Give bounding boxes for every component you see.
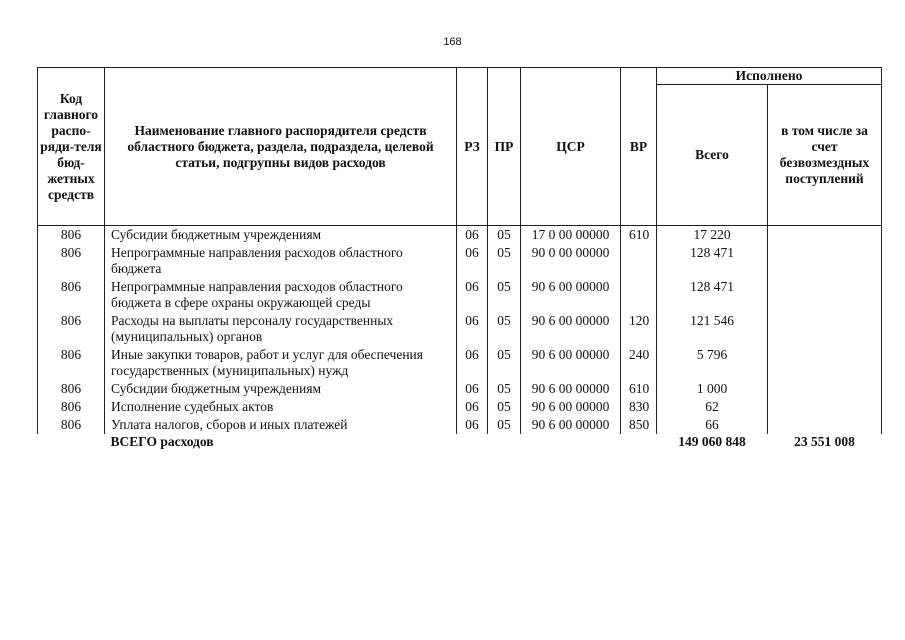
cell-rz: 06 (457, 278, 488, 312)
cell-name: Непрограммные направления расходов областного бюджета (105, 244, 457, 278)
cell-pr: 05 (488, 398, 521, 416)
total-row (38, 434, 882, 450)
cell-vsego: 128 471 (657, 278, 768, 312)
cell-name: Непрограммные направления расходов областного бюджета в сфере охраны окружающей среды (105, 278, 457, 312)
cell-vsego: 1 000 (657, 380, 768, 398)
header-vr: ВР (621, 68, 657, 226)
cell-bezvozmezd (768, 416, 882, 434)
table-row (38, 278, 882, 312)
cell-name: Уплата налогов, сборов и иных платежей (105, 416, 457, 434)
cell-vr: 610 (621, 226, 657, 245)
cell-name: Субсидии бюджетным учреждениям (105, 226, 457, 245)
cell-pr: 05 (488, 226, 521, 245)
cell-name: Иные закупки товаров, работ и услуг для обеспечения государственных (муниципальных) нужд (105, 346, 457, 380)
total-label: ВСЕГО расходов (110, 434, 214, 449)
header-vsego: Всего (657, 85, 768, 226)
cell-bezvozmezd (768, 398, 882, 416)
cell-csr: 90 6 00 00000 (521, 416, 621, 434)
cell-vsego: 121 546 (657, 312, 768, 346)
total-csr-empty (521, 434, 621, 450)
cell-kod: 806 (38, 226, 105, 245)
cell-vr: 240 (621, 346, 657, 380)
table-header (38, 68, 882, 226)
total-pr-empty (488, 434, 521, 450)
table-row (38, 346, 882, 380)
cell-csr: 90 0 00 00000 (521, 244, 621, 278)
table-row (38, 244, 882, 278)
cell-vsego: 5 796 (657, 346, 768, 380)
cell-vr (621, 278, 657, 312)
header-pr: ПР (488, 68, 521, 226)
cell-bezvozmezd (768, 226, 882, 245)
cell-bezvozmezd (768, 380, 882, 398)
cell-name: Исполнение судебных актов (105, 398, 457, 416)
cell-rz: 06 (457, 244, 488, 278)
budget-table (37, 67, 882, 450)
total-vr-empty (621, 434, 657, 450)
cell-vsego: 17 220 (657, 226, 768, 245)
cell-rz: 06 (457, 312, 488, 346)
cell-pr: 05 (488, 346, 521, 380)
table-row (38, 380, 882, 398)
cell-rz: 06 (457, 380, 488, 398)
cell-vr: 830 (621, 398, 657, 416)
cell-name: Расходы на выплаты персоналу государственных (муниципальных) органов (105, 312, 457, 346)
table-body (38, 226, 882, 451)
cell-csr: 90 6 00 00000 (521, 312, 621, 346)
header-rz: РЗ (457, 68, 488, 226)
cell-vr (621, 244, 657, 278)
cell-bezvozmezd (768, 312, 882, 346)
cell-csr: 17 0 00 00000 (521, 226, 621, 245)
cell-kod: 806 (38, 278, 105, 312)
cell-rz: 06 (457, 416, 488, 434)
cell-csr: 90 6 00 00000 (521, 398, 621, 416)
cell-vsego: 62 (657, 398, 768, 416)
table-row (38, 416, 882, 434)
table-row (38, 312, 882, 346)
cell-vsego: 128 471 (657, 244, 768, 278)
cell-vsego: 66 (657, 416, 768, 434)
cell-rz: 06 (457, 346, 488, 380)
header-bezvozmezd: в том числе за счет безвозмездных поступлений (768, 85, 882, 226)
cell-pr: 05 (488, 278, 521, 312)
cell-vr: 850 (621, 416, 657, 434)
cell-bezvozmezd (768, 244, 882, 278)
total-bezvozmezd: 23 551 008 (794, 434, 855, 449)
cell-csr: 90 6 00 00000 (521, 278, 621, 312)
cell-pr: 05 (488, 312, 521, 346)
header-name: Наименование главного распорядителя средств областного бюджета, раздела, подраздела, целевой статьи, подгрупны видов расходов (105, 68, 457, 226)
cell-pr: 05 (488, 380, 521, 398)
total-rz-empty (457, 434, 488, 450)
cell-kod: 806 (38, 398, 105, 416)
cell-bezvozmezd (768, 278, 882, 312)
cell-rz: 06 (457, 226, 488, 245)
cell-pr: 05 (488, 416, 521, 434)
cell-pr: 05 (488, 244, 521, 278)
cell-kod: 806 (38, 346, 105, 380)
cell-kod: 806 (38, 244, 105, 278)
cell-csr: 90 6 00 00000 (521, 346, 621, 380)
header-kod: Код главного распо-ряди-теля бюд-жетных средств (38, 68, 105, 226)
cell-vr: 610 (621, 380, 657, 398)
cell-name: Субсидии бюджетным учреждениям (105, 380, 457, 398)
table-row (38, 226, 882, 245)
cell-rz: 06 (457, 398, 488, 416)
cell-kod: 806 (38, 312, 105, 346)
header-csr: ЦСР (521, 68, 621, 226)
cell-csr: 90 6 00 00000 (521, 380, 621, 398)
total-kod-empty (38, 434, 105, 450)
header-ispolneno: Исполнено (657, 68, 882, 85)
cell-kod: 806 (38, 416, 105, 434)
cell-bezvozmezd (768, 346, 882, 380)
cell-kod: 806 (38, 380, 105, 398)
cell-vr: 120 (621, 312, 657, 346)
total-vsego: 149 060 848 (678, 434, 746, 449)
table-row (38, 398, 882, 416)
page-number: 168 (443, 36, 462, 48)
